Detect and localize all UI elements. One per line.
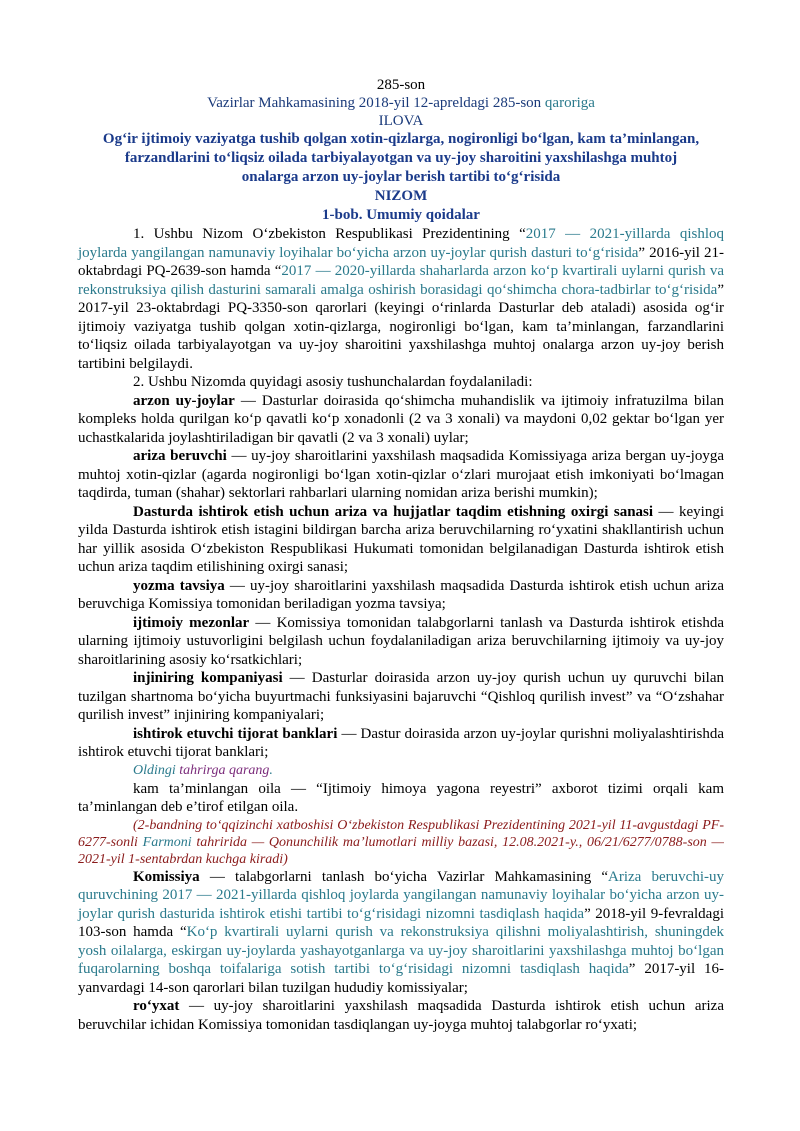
definition-ariza-beruvchi: [78, 447, 724, 503]
definition-komissiya: [78, 868, 724, 998]
decree-link-pq2639[interactable]: 2017 — 2021-yillarda qishloq joylarda yangilangan namunaviy loyihalar bo‘yicha arzon uy-joylar qurish dasturi to‘g‘risida: [78, 226, 725, 261]
document-name: NIZOM: [374, 188, 428, 204]
definition-arzon-uy-joylar: [78, 392, 724, 448]
resolution-reference-text: Vazirlar Mahkamasining 2018-yil 12-apreldagi 285-son: [207, 95, 545, 111]
definition-term: Dasturda ishtirok etish uchun ariza va hujjatlar taqdim etishning oxirgi sanasi: [133, 503, 654, 520]
definition-ijtimoiy-mezonlar: [78, 614, 724, 670]
definition-text: — Komissiya tomonidan talabgorlarni tanlash va Dasturda ishtirok etishda ularning ijtimoiy ustuvorligini belgilash uchun foydalaniladigan ariza beruvchilarning ijtimoiy va uy-joy sharoitlarining asosiy ko‘rsatkichlari;: [78, 614, 725, 668]
definition-text: — uy-joy sharoitlarini yaxshilash maqsadida Komissiyaga ariza bergan uy-joyga muhtoj xotin-qizlar (agarda nogironligi bo‘lgan xotin-qizlar o‘zlari murojaat etish imkoniyati bo‘lmagan taqdirda, tuman (shahar) sektorlari rahbarlari ularning nomidan ariza berishi mumkin);: [78, 448, 724, 501]
definition-term: Komissiya: [133, 868, 200, 885]
decree-link-pf6277[interactable]: Farmoni: [142, 834, 192, 850]
definition-text: — uy-joy sharoitlarini yaxshilash maqsadida Dasturda ishtirok etish uchun ariza beruvchilar ichidan Komissiya tomonidan tasdiqlangan uy-joyga muhtoj talabgorlar ro‘yxati;: [78, 998, 724, 1033]
definition-text: — uy-joy sharoitlarini yaxshilash maqsadida Dasturda ishtirok etish uchun ariza beruvchiga Komissiya tomonidan beriladigan yozma tavsiya;: [78, 577, 724, 612]
previous-edition-suffix: .: [269, 762, 273, 778]
definition-kam-taminlangan: [78, 780, 724, 817]
definition-yozma-tavsiya: [78, 577, 724, 614]
definition-term: kam ta’minlangan oila: [133, 780, 281, 797]
amendment-note-text-a: (2-bandning to‘qqizinchi xatboshisi O‘zbekiston Respublikasi Prezidentining 2021-yil 11-avgustdagi PF-6277-sonli: [78, 817, 724, 850]
previous-edition-prefix: Oldingi: [133, 762, 180, 778]
amendment-note: [78, 817, 724, 868]
amendment-note-text-b: tahririda — Qonunchilik ma’lumotlari milliy bazasi, 12.08.2021-y., 06/21/6277/0788-son — 2021-yil 1-sentabrdan kuchga kiradi): [78, 834, 724, 867]
definition-royxat: [78, 997, 724, 1034]
definition-term: yozma tavsiya: [133, 577, 225, 594]
definition-tijorat-banklari: [78, 725, 724, 762]
resolution-number: 285-son: [376, 77, 426, 93]
previous-edition-note: [78, 762, 724, 780]
title-line-1: Og‘ir ijtimoiy vaziyatga tushib qolgan xotin-qizlarga, nogironligi bo‘lgan, kam ta’minlangan,: [102, 131, 700, 147]
title-line-2: farzandlarini to‘liqsiz oilada tarbiyalayotgan va uy-joy sharoitini yaxshilashga muhtoj: [124, 150, 678, 166]
komissiya-text-b: ” 2018-yil 9-fevraldagi 103-son hamda “: [78, 905, 725, 940]
resolution-link-103[interactable]: Ariza beruvchi-uy quruvchining 2017 — 2021-yillarda qishloq joylarda yangilangan namunaviy loyihalar bo‘yicha arzon uy-joylar qurish dasturida ishtirok etishi tartibi to‘g‘risidagi nizomni tasdiqlash haqida: [78, 868, 724, 922]
definition-text: — “Ijtimoiy himoya yagona reyestri” axborot tizimi orqali kam ta’minlangan deb e’tirof etilgan oila.: [78, 780, 725, 815]
definition-term: arzon uy-joylar: [133, 392, 235, 409]
paragraph-2: 2. Ushbu Nizomda quyidagi asosiy tushunchalardan foydalaniladi:: [133, 374, 533, 390]
appendix-label: ILOVA: [378, 113, 424, 129]
definition-text: — Dasturlar doirasida qo‘shimcha muhandislik va ijtimoiy infratuzilma bilan kompleks holda qurilgan ko‘p qavatli ko‘p xonadonli (2 va 3 xonali) va maydoni 0,02 gektar bo‘lgan yer uchastkalarida joylashtiriladigan bir qavatli (2 va 3 xonali) uylar;: [78, 392, 724, 446]
definition-oxirgi-sana: [78, 503, 724, 577]
p1-text-b: ” 2016-yil 21-oktabrdagi PQ-2639-son hamda “: [78, 244, 724, 279]
definition-text: — Dastur doirasida arzon uy-joylar qurishni moliyalashtirishda ishtirok etuvchi tijorat banklari;: [78, 725, 725, 760]
definition-injiniring: [78, 669, 724, 725]
p1-text-a: 1. Ushbu Nizom O‘zbekiston Respublikasi Prezidentining “: [133, 226, 526, 242]
definition-text: — keyingi yilda Dasturda ishtirok etish istagini bildirgan barcha ariza beruvchilarning ro‘yxatini shakllantirish uchun har yillik asosida O‘zbekiston Respublikasi Hukumati tomonidan belgilanadigan Dasturda ishtirok etish uchun ariza taqdim etilishining oxirgi sanasi;: [78, 503, 724, 575]
definition-term: injiniring kompaniyasi: [133, 670, 283, 686]
definition-term: ijtimoiy mezonlar: [133, 614, 250, 631]
resolution-link[interactable]: qaroriga: [544, 95, 595, 111]
paragraph-1: [78, 225, 724, 373]
komissiya-text-c: ” 2017-yil 16-yanvardagi 14-son qarorlari bilan tuzilgan hududiy komissiyalar;: [78, 961, 725, 996]
p1-text-c: ” 2017-yil 23-oktabrdagi PQ-3350-son qarorlari (keyingi o‘rinlarda Dasturlar deb ataladi) asosida og‘ir ijtimoiy vaziyatga tushib qolgan xotin-qizlarga, nogironligi bo‘lgan, kam ta’minlangan, farzandlarini to‘liqsiz oilada tarbiyalayotgan va uy-joy sharoitini yaxshilashga muhtoj onalarga arzon uy-joy berish tartibini belgilaydi.: [78, 281, 724, 372]
komissiya-text-a: — talabgorlarni tanlash bo‘yicha Vazirlar Mahkamasining “: [199, 868, 609, 885]
decree-link-pq3350[interactable]: 2017 — 2020-yillarda shaharlarda arzon ko‘p kvartirali uylarni qurish va rekonstruksiya qilish dasturini samarali amalga oshirish borasidagi qo‘shimcha chora-tadbirlar to‘g‘risida: [78, 263, 724, 298]
definition-term: ishtirok etuvchi tijorat banklari: [133, 725, 338, 742]
document-page: [78, 76, 724, 1034]
definition-text: — Dasturlar doirasida arzon uy-joy qurish uchun uy quruvchi bilan tuzilgan shartnoma bo‘yicha buyurtmachi funksiyasini bajaruvchi “Qishloq qurilish invest” va “O‘zshahar qurilish invest” injiniring kompaniyalari;: [78, 670, 724, 723]
previous-edition-link[interactable]: tahrirga qarang: [179, 762, 270, 778]
chapter-heading: 1-bob. Umumiy qoidalar: [322, 207, 480, 223]
definition-term: ro‘yxat: [133, 998, 180, 1014]
resolution-link-14[interactable]: Ko‘p kvartirali uylarni qurish va rekonstruksiya qilishni moliyalashtirish, shuningdek yosh oilalarga, eskirgan uy-joylarda yashayotganlarga va uy-joy sharoitlarini yaxshilashga muhtoj bo‘lgan fuqarolarning boshqa toifalariga sotish tartibi to‘g‘risidagi nizomni tasdiqlash haqida: [78, 924, 724, 977]
title-line-3: onalarga arzon uy-joylar berish tartibi to‘g‘risida: [241, 169, 561, 185]
resolution-reference: [78, 94, 724, 112]
definition-term: ariza beruvchi: [133, 448, 227, 464]
